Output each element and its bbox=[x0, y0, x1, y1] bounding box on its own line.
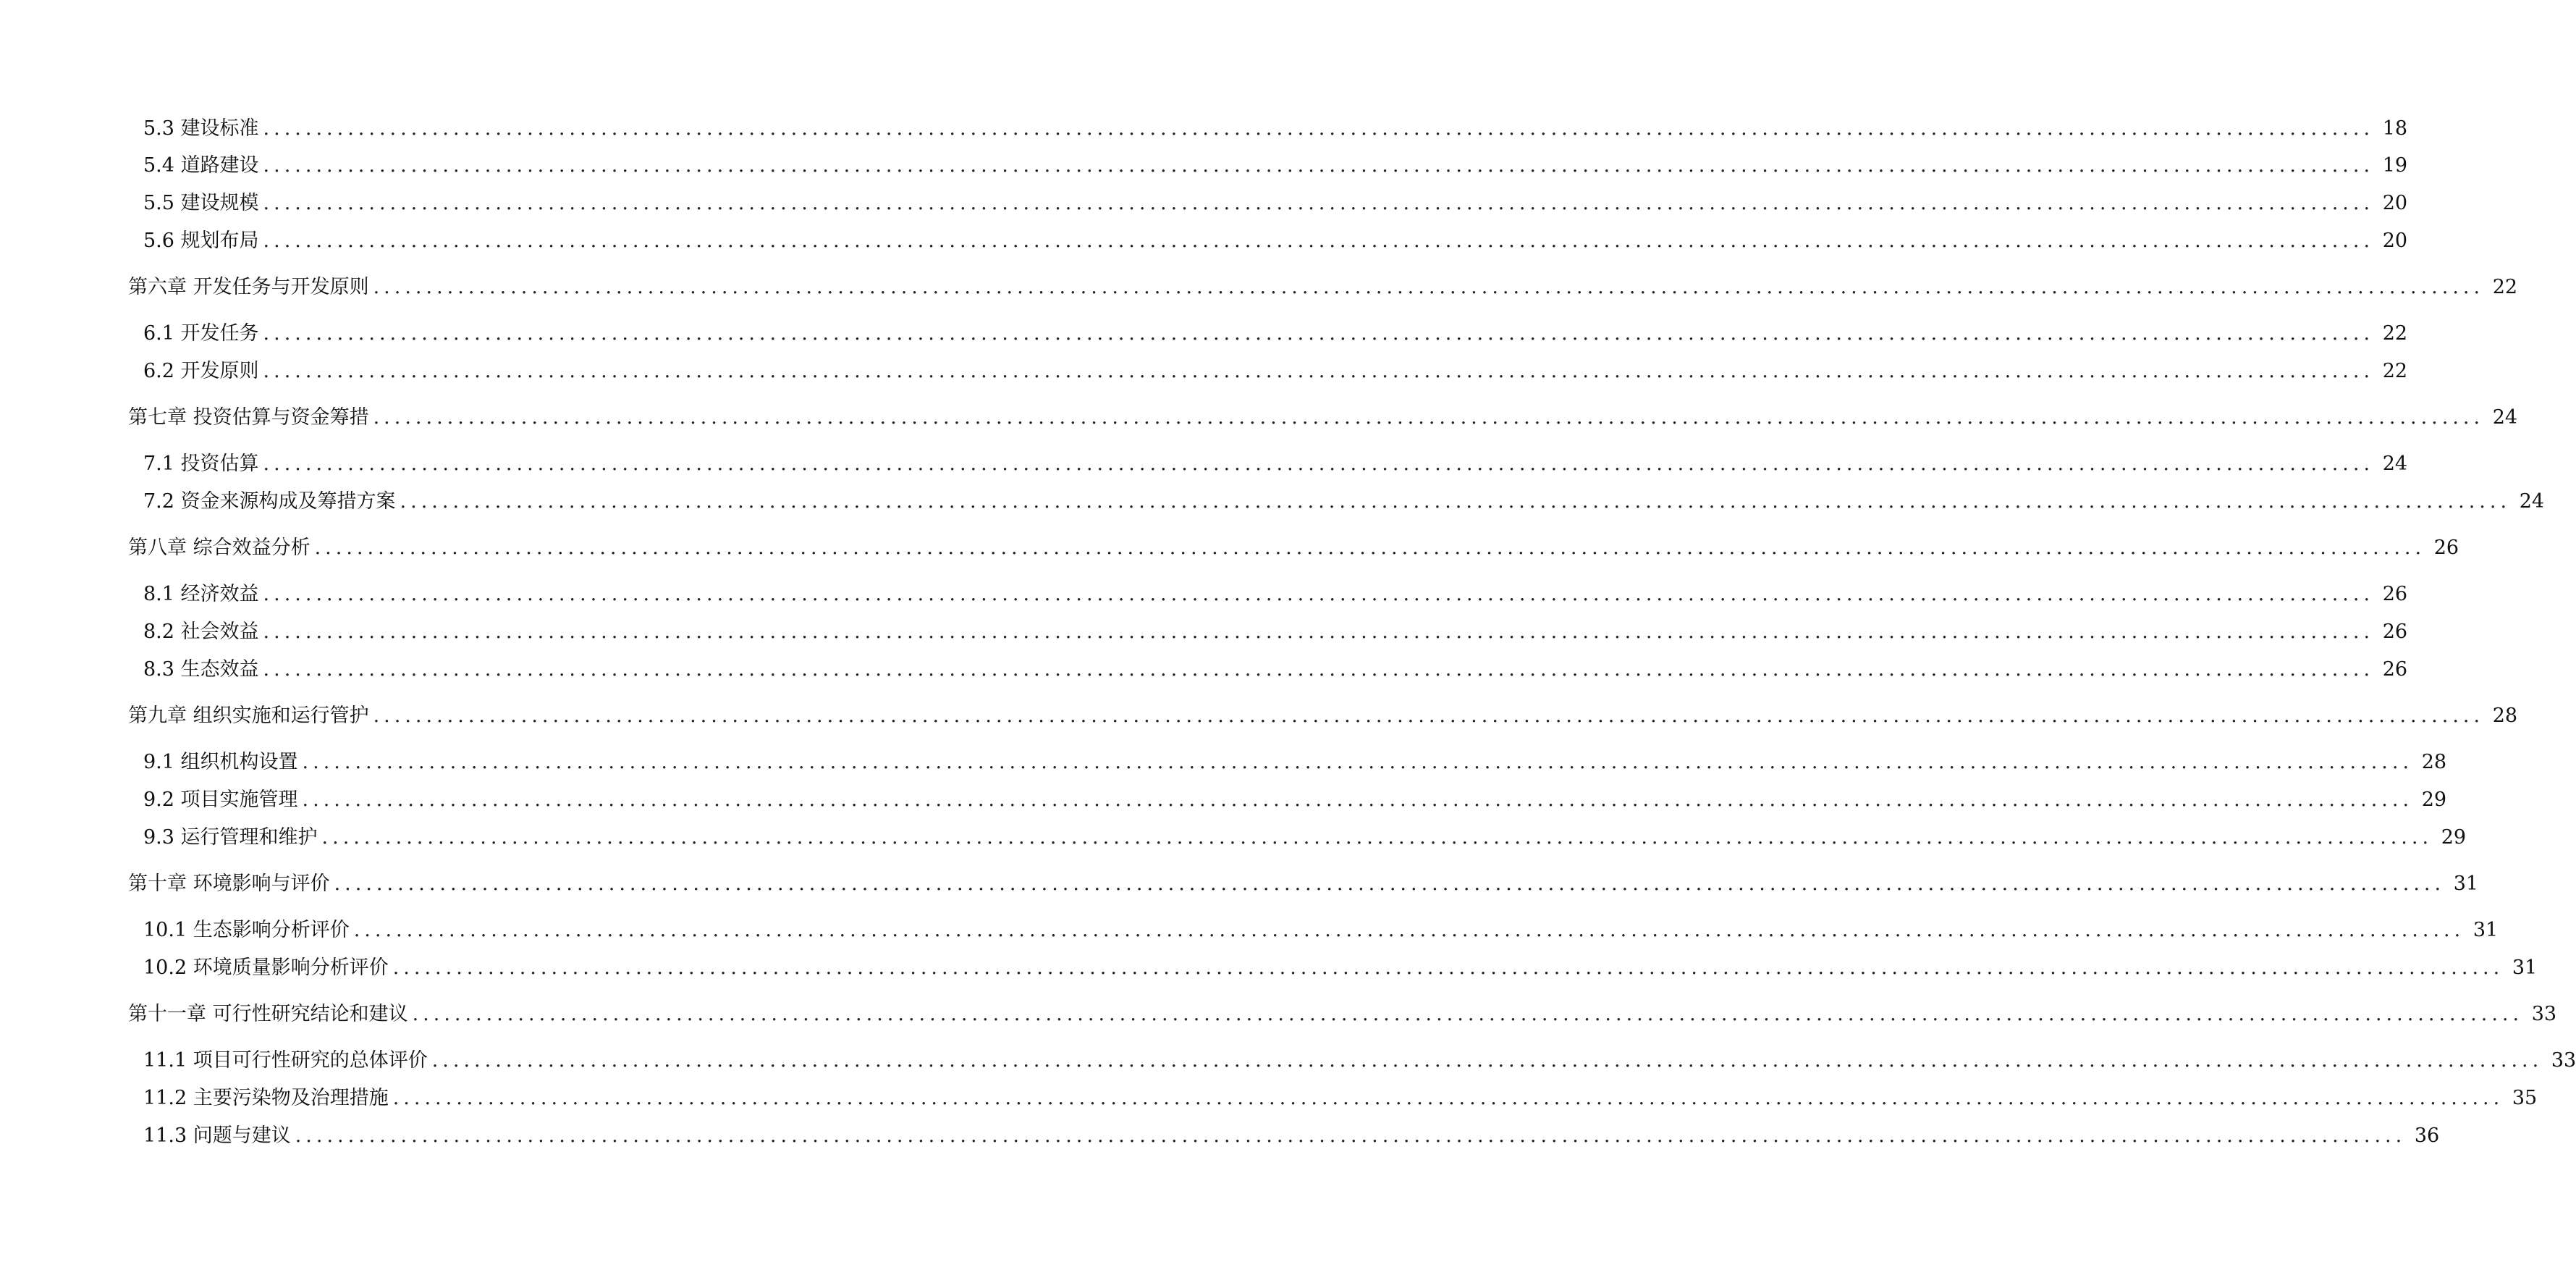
toc-page-number: 29 bbox=[2441, 826, 2467, 849]
toc-entry-text: 11.2 主要污染物及治理措施 bbox=[143, 1087, 389, 1109]
dot-leader: ........................................................................................................................................................................................................ bbox=[263, 453, 2375, 475]
dot-leader: ........................................................................................................................................................................................................ bbox=[263, 154, 2375, 177]
toc-page-number: 24 bbox=[2382, 453, 2408, 475]
toc-page-number: 26 bbox=[2382, 583, 2408, 605]
toc-entry[interactable] bbox=[0, 870, 2479, 899]
toc-page-number: 33 bbox=[2551, 1049, 2576, 1072]
toc-entry-text: 9.3 运行管理和维护 bbox=[143, 826, 318, 849]
dot-leader: ........................................................................................................................................................................................................ bbox=[334, 872, 2446, 895]
toc-entry-text: 6.2 开发原则 bbox=[143, 360, 259, 382]
toc-entry-text: 9.2 项目实施管理 bbox=[143, 789, 298, 811]
toc-page-number: 28 bbox=[2492, 705, 2518, 727]
toc-entry-text: 5.4 道路建设 bbox=[143, 154, 259, 177]
toc-page-number: 29 bbox=[2421, 789, 2447, 811]
toc-entry-text: 5.6 规划布局 bbox=[143, 230, 259, 252]
toc-page-number: 33 bbox=[2531, 1003, 2557, 1025]
toc-page-number: 31 bbox=[2512, 956, 2538, 979]
toc-entry-text: 8.2 社会效益 bbox=[143, 621, 259, 643]
toc-entry-text: 5.3 建设标准 bbox=[143, 117, 259, 140]
toc-entry-text: 第十一章 可行性研究结论和建议 bbox=[128, 1003, 408, 1025]
toc-entry-text: 8.3 生态效益 bbox=[143, 658, 259, 681]
toc-entry[interactable] bbox=[0, 1122, 2440, 1151]
toc-entry-text: 第九章 组织实施和运行管护 bbox=[128, 705, 369, 727]
toc-entry-text: 5.5 建设规模 bbox=[143, 192, 259, 214]
dot-leader: ........................................................................................................................................................................................................ bbox=[263, 621, 2375, 643]
dot-leader: ........................................................................................................................................................................................................ bbox=[263, 117, 2375, 140]
dot-leader: ........................................................................................................................................................................................................ bbox=[263, 192, 2375, 214]
toc-entry-text: 第七章 投资估算与资金筹措 bbox=[128, 406, 369, 429]
toc-page-number: 22 bbox=[2382, 322, 2408, 345]
dot-leader: ........................................................................................................................................................................................................ bbox=[412, 1003, 2524, 1025]
toc-entry[interactable] bbox=[0, 403, 2518, 432]
toc-entry[interactable] bbox=[0, 618, 2408, 647]
toc-entry[interactable] bbox=[0, 151, 2408, 180]
toc-page-number: 26 bbox=[2382, 658, 2408, 681]
dot-leader: ........................................................................................................................................................................................................ bbox=[302, 751, 2414, 773]
toc-page-number: 18 bbox=[2382, 117, 2408, 140]
dot-leader: ........................................................................................................................................................................................................ bbox=[295, 1124, 2407, 1147]
toc-page-number: 20 bbox=[2382, 192, 2408, 214]
toc-entry-text: 11.3 问题与建议 bbox=[143, 1124, 291, 1147]
dot-leader: ........................................................................................................................................................................................................ bbox=[263, 658, 2375, 681]
toc-entry[interactable] bbox=[0, 114, 2408, 143]
toc-page-number: 24 bbox=[2492, 406, 2518, 429]
toc-page-number: 22 bbox=[2492, 276, 2518, 298]
toc-entry[interactable] bbox=[0, 954, 2538, 983]
toc-entry-text: 第六章 开发任务与开发原则 bbox=[128, 276, 369, 298]
toc-page-number: 26 bbox=[2433, 537, 2459, 559]
toc-entry[interactable] bbox=[0, 1000, 2557, 1029]
toc-entry-text: 第十章 环境影响与评价 bbox=[128, 872, 330, 895]
dot-leader: ........................................................................................................................................................................................................ bbox=[392, 956, 2504, 979]
dot-leader: ........................................................................................................................................................................................................ bbox=[373, 276, 2485, 298]
toc-entry-text: 7.2 资金来源构成及筹措方案 bbox=[143, 490, 396, 513]
dot-leader: ........................................................................................................................................................................................................ bbox=[431, 1049, 2543, 1072]
dot-leader: ........................................................................................................................................................................................................ bbox=[353, 919, 2465, 941]
toc-entry[interactable] bbox=[0, 227, 2408, 256]
toc-page-number: 19 bbox=[2382, 154, 2408, 177]
dot-leader: ........................................................................................................................................................................................................ bbox=[314, 537, 2426, 559]
toc-entry[interactable] bbox=[0, 580, 2408, 609]
toc-entry-text: 10.2 环境质量影响分析评价 bbox=[143, 956, 389, 979]
toc-entry-text: 8.1 经济效益 bbox=[143, 583, 259, 605]
toc-entry[interactable] bbox=[0, 189, 2408, 218]
toc-entry-text: 11.1 项目可行性研究的总体评价 bbox=[143, 1049, 428, 1072]
dot-leader: ........................................................................................................................................................................................................ bbox=[263, 322, 2375, 345]
dot-leader: ........................................................................................................................................................................................................ bbox=[263, 360, 2375, 382]
toc-entry-text: 10.1 生态影响分析评价 bbox=[143, 919, 350, 941]
toc-entry-text: 6.1 开发任务 bbox=[143, 322, 259, 345]
toc-page-number: 35 bbox=[2512, 1087, 2538, 1109]
toc-page-number: 31 bbox=[2472, 919, 2499, 941]
toc-page-number: 31 bbox=[2453, 872, 2479, 895]
toc-entry[interactable] bbox=[0, 487, 2545, 516]
toc-entry[interactable] bbox=[0, 748, 2447, 777]
toc-entry-text: 7.1 投资估算 bbox=[143, 453, 259, 475]
toc-entry[interactable] bbox=[0, 823, 2467, 852]
toc-page-number: 22 bbox=[2382, 360, 2408, 382]
dot-leader: ........................................................................................................................................................................................................ bbox=[392, 1087, 2504, 1109]
toc-entry-text: 9.1 组织机构设置 bbox=[143, 751, 298, 773]
toc-entry[interactable] bbox=[0, 655, 2408, 684]
toc-entry[interactable] bbox=[0, 319, 2408, 348]
toc-page-number: 24 bbox=[2519, 490, 2545, 513]
toc-entry[interactable] bbox=[0, 1046, 2576, 1075]
toc-page-number: 20 bbox=[2382, 230, 2408, 252]
dot-leader: ........................................................................................................................................................................................................ bbox=[373, 705, 2485, 727]
toc-entry[interactable] bbox=[0, 450, 2408, 479]
toc-entry[interactable] bbox=[0, 534, 2459, 563]
dot-leader: ........................................................................................................................................................................................................ bbox=[321, 826, 2433, 849]
dot-leader: ........................................................................................................................................................................................................ bbox=[302, 789, 2414, 811]
toc-page-number: 28 bbox=[2421, 751, 2447, 773]
toc-entry[interactable] bbox=[0, 357, 2408, 386]
dot-leader: ........................................................................................................................................................................................................ bbox=[263, 583, 2375, 605]
toc-page-number: 26 bbox=[2382, 621, 2408, 643]
toc-entry-text: 第八章 综合效益分析 bbox=[128, 537, 311, 559]
dot-leader: ........................................................................................................................................................................................................ bbox=[263, 230, 2375, 252]
dot-leader: ........................................................................................................................................................................................................ bbox=[373, 406, 2485, 429]
dot-leader: ........................................................................................................................................................................................................ bbox=[400, 490, 2512, 513]
toc-entry[interactable] bbox=[0, 916, 2499, 945]
toc-page-number: 36 bbox=[2414, 1124, 2440, 1147]
toc-entry[interactable] bbox=[0, 702, 2518, 731]
toc-entry[interactable] bbox=[0, 786, 2447, 815]
toc-entry[interactable] bbox=[0, 273, 2518, 302]
toc-entry[interactable] bbox=[0, 1084, 2538, 1113]
